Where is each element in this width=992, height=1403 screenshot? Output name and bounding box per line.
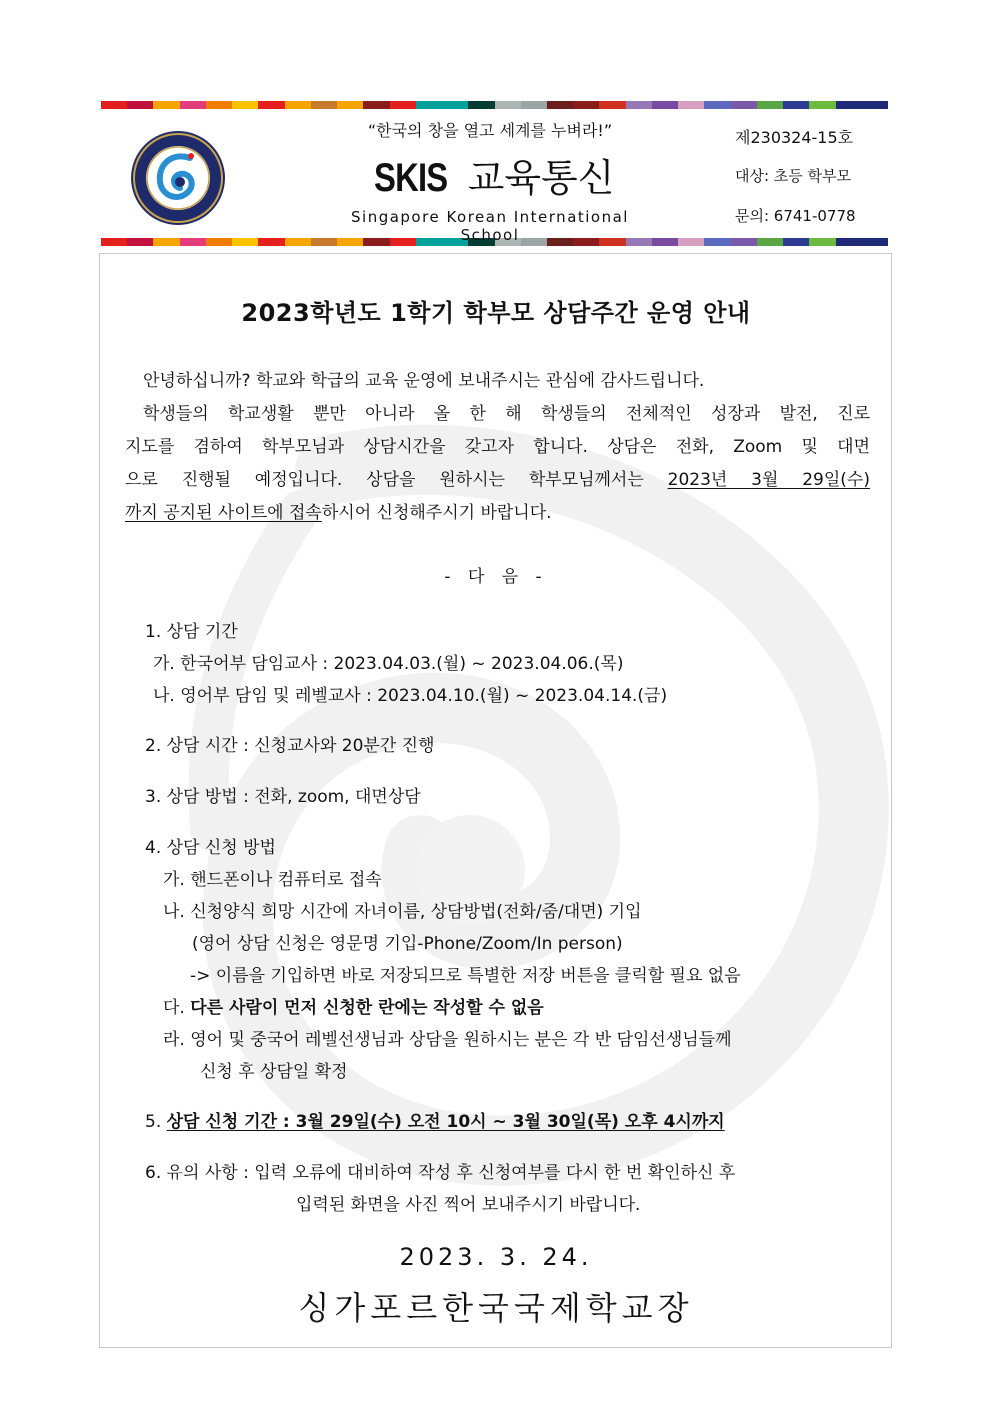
da-eum-heading: - 다 음 - xyxy=(444,567,548,587)
intro-line: 학생들의 학교생활 뿐만 아니라 올 한 해 학생들의 전체적인 성장과 발전, 진로 xyxy=(143,404,870,424)
section-notes: 6. 유의 사항 : 입력 오류에 대비하여 작성 후 신청여부를 다시 한 번 확인하신 후 xyxy=(145,1163,736,1183)
section-time: 2. 상담 시간 : 신청교사와 20분간 진행 xyxy=(145,736,435,756)
period-korean: 가. 한국어부 담임교사 : 2023.04.03.(월) ~ 2023.04.06.(목) xyxy=(153,654,624,674)
intro-line: 지도를 겸하여 학부모님과 상담시간을 갖고자 합니다. 상담은 전화, Zoom 및 대면 xyxy=(125,437,870,457)
document-target: 대상: 초등 학부모 xyxy=(735,167,852,185)
deadline-text: 2023년 3월 29일(수) xyxy=(667,470,870,490)
site-access-text: 까지 공지된 사이트에 접속 xyxy=(125,503,322,523)
apply-step-b-english: (영어 상담 신청은 영문명 기입-Phone/Zoom/In person) xyxy=(192,934,623,954)
apply-step-c: 다. 다른 사람이 먼저 신청한 란에는 작성할 수 없음 xyxy=(163,998,544,1018)
intro-paragraph xyxy=(125,365,870,530)
section-period: 1. 상담 기간 xyxy=(145,622,238,642)
apply-step-a: 가. 핸드폰이나 컴퓨터로 접속 xyxy=(163,870,382,890)
slogan: “한국의 창을 열고 세계를 누벼라!” xyxy=(367,121,613,140)
section-method: 3. 상담 방법 : 전화, zoom, 대면상담 xyxy=(145,787,421,807)
apply-step-b: 나. 신청양식 희망 시간에 자녀이름, 상담방법(전화/줌/대면) 기입 xyxy=(163,902,642,922)
intro-line: 으로 진행될 예정입니다. 상담을 원하시는 학부모님께서는 2023년 3월 29일(수) xyxy=(125,470,870,490)
document-contact: 문의: 6741-0778 xyxy=(735,207,856,225)
issue-date: 2023. 3. 24. xyxy=(399,1243,593,1271)
apply-step-d: 라. 영어 및 중국어 레벨선생님과 상담을 원하시는 분은 각 반 담임선생님들께 xyxy=(163,1030,732,1050)
school-english-name: Singapore Korean International School xyxy=(351,208,629,244)
masthead-ko: 교육통신 xyxy=(467,156,615,200)
intro-line: 안녕하십니까? 학교와 학급의 교육 운영에 보내주시는 관심에 감사드립니다. xyxy=(143,371,705,391)
section-apply-method: 4. 상담 신청 방법 xyxy=(145,838,276,858)
intro-line: 까지 공지된 사이트에 접속하시어 신청해주시기 바랍니다. xyxy=(125,503,552,523)
page-title: 2023학년도 1학기 학부모 상담주간 운영 안내 xyxy=(241,299,751,327)
section-apply-period: 5. 상담 신청 기간 : 3월 29일(수) 오전 10시 ~ 3월 30일(목) 오후 4시까지 xyxy=(145,1112,725,1132)
apply-step-b-note: -> 이름을 기입하면 바로 저장되므로 특별한 저장 버튼을 클릭할 필요 없음 xyxy=(190,966,741,986)
section-notes-cont: 입력된 화면을 사진 찍어 보내주시기 바랍니다. xyxy=(296,1195,641,1215)
document-number: 제230324-15호 xyxy=(735,128,854,147)
apply-step-d-cont: 신청 후 상담일 확정 xyxy=(200,1062,348,1082)
principal-signature: 싱가포르한국국제학교장 xyxy=(298,1289,694,1327)
masthead-en: SKIS xyxy=(373,156,447,200)
period-english: 나. 영어부 담임 및 레벨교사 : 2023.04.10.(월) ~ 2023.04.14.(금) xyxy=(153,686,668,706)
